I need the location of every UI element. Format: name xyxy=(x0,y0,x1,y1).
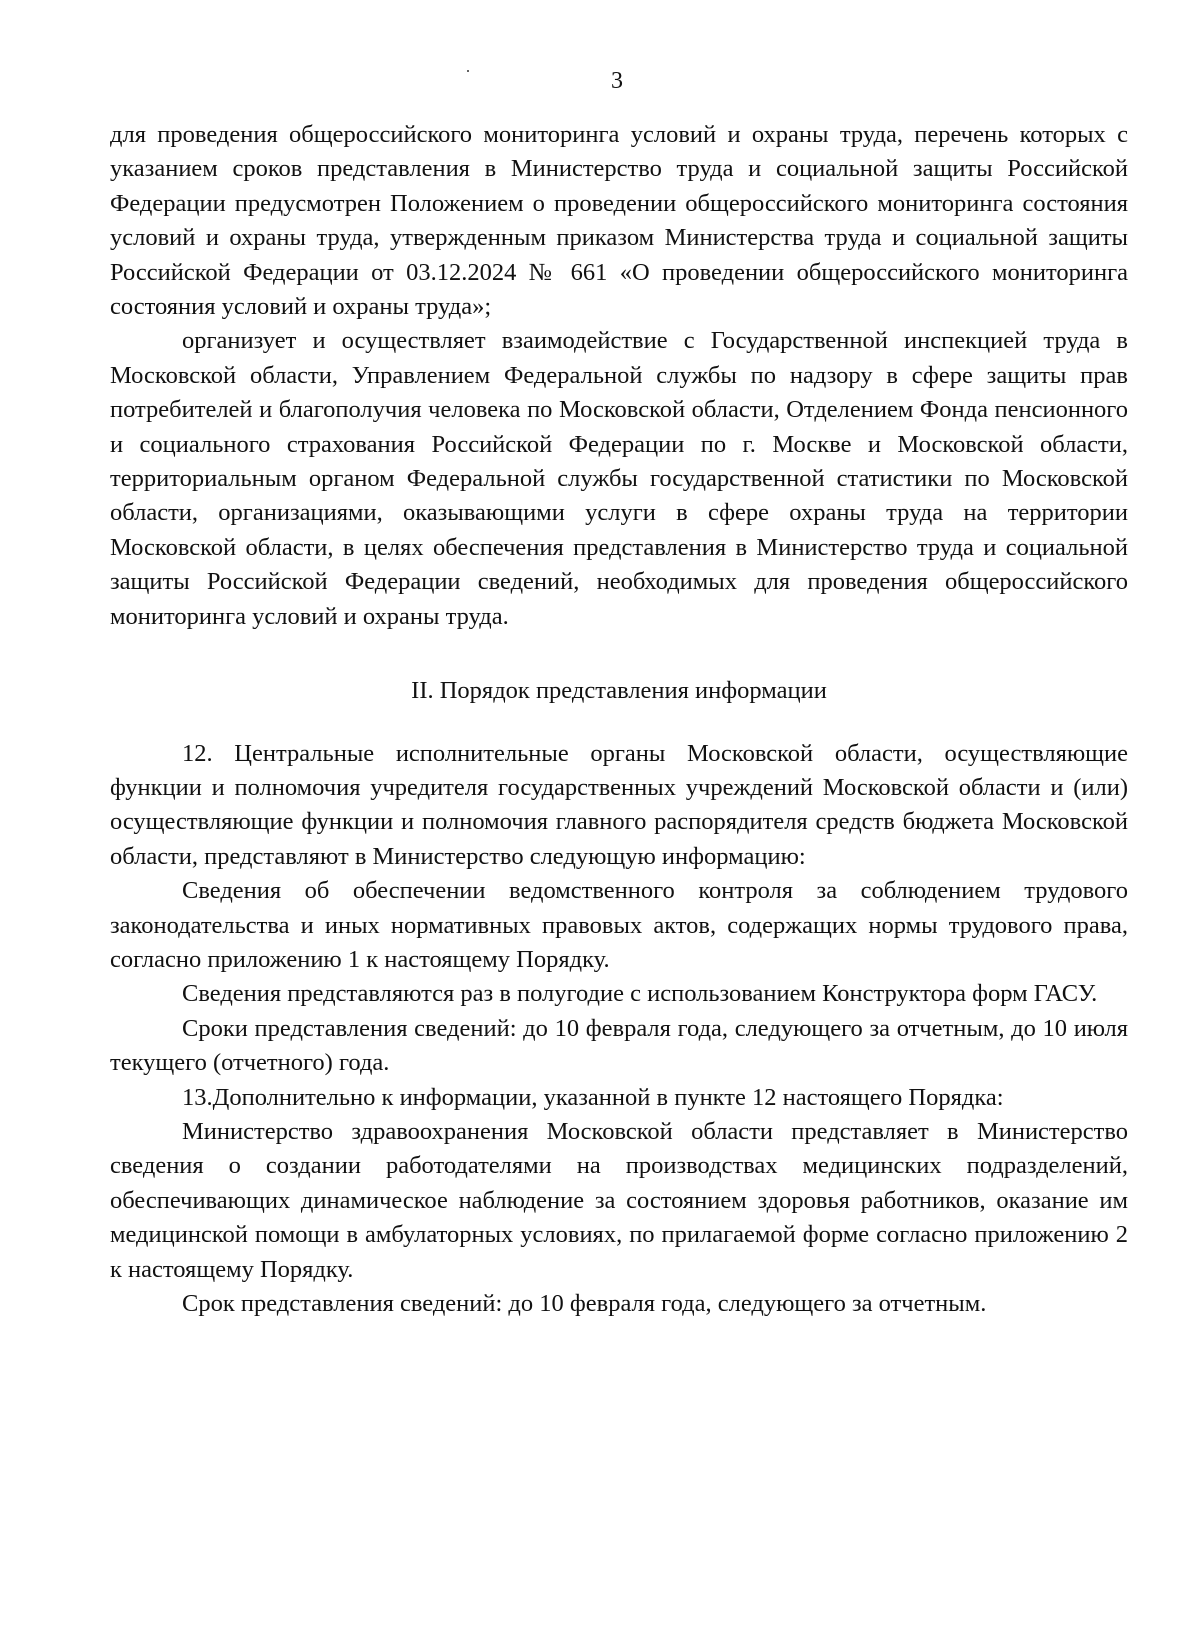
paragraph-health-deadline: Срок представления сведений: до 10 февраля года, следующего за отчетным. xyxy=(182,1290,987,1317)
document-body xyxy=(110,118,1128,1321)
paragraph-interaction: организует и осуществляет взаимодействие с Государственной инспекцией труда в Московской области, Управлением Федеральной службы по надзору в сфере защиты прав потребителей и благополучия человека по Московской области, Отделением Фонда пенсионного и социального страхования Российской Федерации по г. Москве и Московской области, территориальным органом Федеральной службы государственной статистики по Московской области, организациями, оказывающими услуги в сфере охраны труда на территории Московской области, в целях обеспечения представления в Министерство труда и социальной защиты Российской Федерации сведений, необходимых для проведения общероссийского мониторинга условий и охраны труда. xyxy=(110,327,1128,630)
paragraph-health-ministry: Министерство здравоохранения Московской области представляет в Министерство сведения о создании работодателями на производствах медицинских подразделений, обеспечивающих динамическое наблюдение за состоянием здоровья работников, оказание им медицинской помощи в амбулаторных условиях, по прилагаемой форме согласно приложению 2 к настоящему Порядку. xyxy=(110,1117,1128,1283)
paragraph-frequency: Сведения представляются раз в полугодие с использованием Конструктора форм ГАСУ. xyxy=(182,980,1098,1008)
paragraph-item-13: 13.Дополнительно к информации, указанной в пункте 12 настоящего Порядка: xyxy=(182,1083,1004,1111)
paragraph-item-12: 12. Центральные исполнительные органы Московской области, осуществляющие функции и полномочия учредителя государственных учреждений Московской области и (или) осуществляющие функции и полномочия главного распорядителя средств бюджета Московской области, представляют в Министерство следующую информацию: xyxy=(110,739,1128,870)
paragraph-monitoring-list: для проведения общероссийского мониторинга условий и охраны труда, перечень которых с указанием сроков представления в Министерство труда и социальной защиты Российской Федерации предусмотрен Положением о проведении общероссийского мониторинга состояния условий и охраны труда, утвержденным приказом Министерства труда и социальной защиты Российской Федерации от 03.12.2024 № 661 «О проведении общероссийского мониторинга состояния условий и охраны труда»; xyxy=(110,121,1128,321)
section-heading: II. Порядок представления информации xyxy=(411,677,827,705)
paragraph-deadlines: Сроки представления сведений: до 10 февраля года, следующего за отчетным, до 10 июля текущего (отчетного) года. xyxy=(110,1014,1128,1077)
paragraph-control-info: Сведения об обеспечении ведомственного контроля за соблюдением трудового законодательства и иных нормативных правовых актов, содержащих нормы трудового права, согласно приложению 1 к настоящему Порядку. xyxy=(110,877,1128,973)
page-number: 3 xyxy=(611,68,623,94)
